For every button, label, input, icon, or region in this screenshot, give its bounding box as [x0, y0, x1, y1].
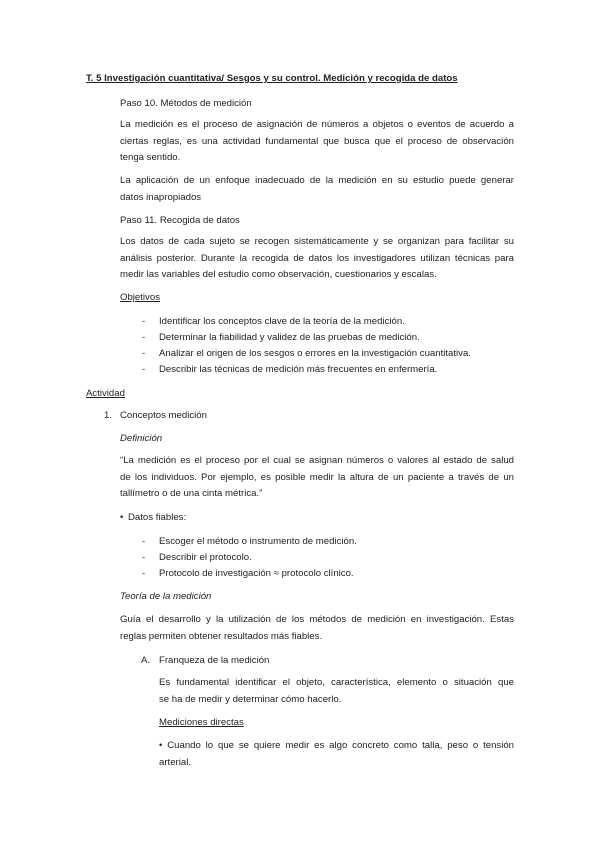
paso10-paragraph-1	[120, 117, 514, 167]
paragraph-line: La aplicación de un enfoque inadecuado de la medición en su estudio puede generar	[120, 175, 514, 186]
datos-item: Describir el protocolo.	[159, 552, 252, 563]
letter-marker: A.	[141, 655, 151, 666]
datos-fiables-label: Datos fiables:	[128, 512, 187, 523]
mediciones-directas-heading: Mediciones directas	[159, 717, 244, 728]
teoria-medicion-label: Teoría de la medición	[120, 591, 212, 602]
paragraph-line: “La medición es el proceso por el cual se asignan números o valores al estado de salud	[120, 455, 514, 466]
dash-marker: -	[142, 316, 146, 327]
paso10-paragraph-2	[120, 173, 514, 206]
dash-marker: -	[142, 568, 146, 579]
definicion-label: Definición	[120, 433, 163, 444]
paragraph-line: Es fundamental identificar el objeto, característica, elemento o situación que	[159, 677, 514, 688]
mediciones-directas-paragraph	[159, 738, 514, 771]
actividad-heading: Actividad	[86, 388, 125, 399]
dash-marker: -	[142, 536, 146, 547]
datos-item: Protocolo de investigación ≈ protocolo clínico.	[159, 568, 354, 579]
dash-marker: -	[142, 364, 146, 375]
paso11-heading: Paso 11. Recogida de datos	[120, 215, 240, 226]
objetivo-item: Describir las técnicas de medición más frecuentes en enfermería.	[159, 364, 438, 375]
paragraph-line: de los individuos. Por ejemplo, es posible medir la altura de un paciente a través de un	[120, 471, 514, 483]
paragraph-line: reglas permiten obtener resultados más fiables.	[120, 630, 323, 642]
bullet-marker: •	[120, 512, 124, 523]
paragraph-line: Guía el desarrollo y la utilización de los métodos de medición en investigación. Estas	[120, 614, 514, 625]
paso11-paragraph-1	[120, 234, 514, 284]
objetivo-item: Determinar la fiabilidad y validez de las pruebas de medición.	[159, 332, 420, 343]
dash-marker: -	[142, 332, 146, 343]
paragraph-line: análisis posterior. Durante la recogida de datos los investigadores utilizan técnicas para	[120, 252, 514, 264]
document-title: T. 5 Investigación cuantitativa/ Sesgos y su control. Medición y recogida de datos	[86, 73, 458, 84]
paragraph-line: ciertas reglas, es una actividad fundamental que busca que el proceso de observación	[120, 135, 514, 147]
paragraph-line: arterial.	[159, 756, 191, 768]
objetivo-item: Identificar los conceptos clave de la teoría de la medición.	[159, 316, 405, 327]
paragraph-line: tenga sentido.	[120, 152, 181, 163]
paragraph-line	[159, 738, 514, 755]
numbered-marker: 1.	[104, 410, 113, 421]
teoria-paragraph	[120, 612, 514, 645]
objetivo-item: Analizar el origen de los sesgos o errores en la investigación cuantitativa.	[159, 348, 471, 359]
paso10-heading: Paso 10. Métodos de medición	[120, 98, 252, 109]
dash-marker: -	[142, 552, 146, 563]
datos-item: Escoger el método o instrumento de medición.	[159, 536, 357, 547]
definicion-quote	[120, 453, 514, 503]
paragraph-line: Los datos de cada sujeto se recogen sistemáticamente y se organizan para facilitar su	[120, 236, 514, 247]
franqueza-paragraph	[159, 675, 514, 708]
objetivos-heading: Objetivos	[120, 292, 160, 303]
conceptos-medicion-label: Conceptos medición	[120, 410, 207, 421]
paragraph-line: La medición es el proceso de asignación de números a objetos o eventos de acuerdo a	[120, 119, 514, 130]
paragraph-line: se ha de medir y determinar cómo hacerlo.	[159, 693, 342, 705]
franqueza-label: Franqueza de la medición	[159, 655, 270, 666]
paragraph-line: medir las variables del estudio como observación, cuestionarios y escalas.	[120, 269, 437, 280]
paragraph-line: tallímetro o de una cinta métrica.”	[120, 488, 263, 499]
md-text-line: Cuando lo que se quiere medir es algo concreto como talla, peso o tensión	[167, 740, 515, 751]
dash-marker: -	[142, 348, 146, 359]
paragraph-line: datos inapropiados	[120, 191, 202, 203]
bullet-marker: •	[159, 740, 163, 751]
